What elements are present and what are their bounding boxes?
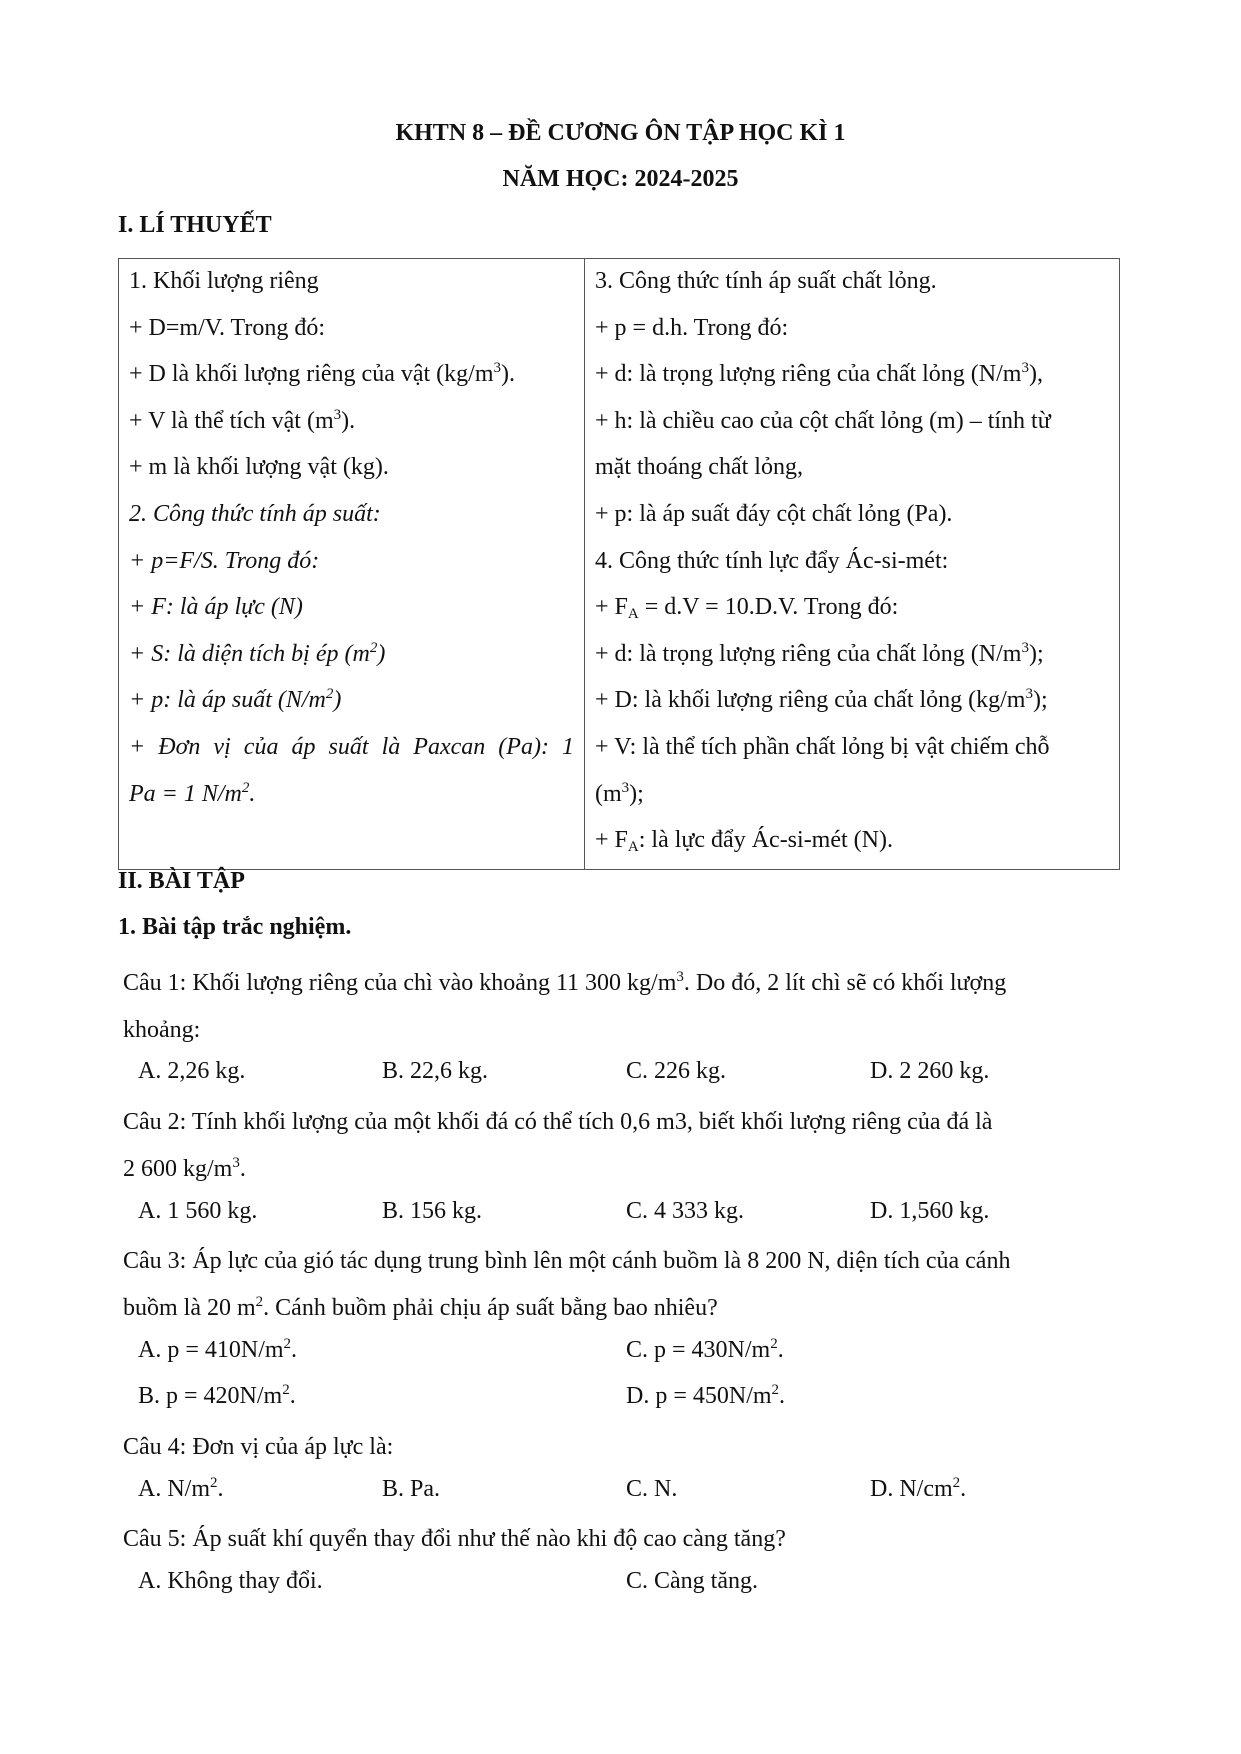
theory-line: + V là thể tích vật $(m^3)$. [129,406,356,434]
option-a: A. $p = 410N/m^2$. [138,1336,298,1363]
section-heading-exercises: II. BÀI TẬP [118,868,245,894]
option-d: D. 2 260 kg. [870,1058,990,1084]
theory-line: $(m^3)$; [595,779,644,807]
theory-line: 3. Công thức tính áp suất chất lỏng. [595,268,937,294]
question-text: Câu 5: Áp suất khí quyển thay đổi như thế nào khi độ cao càng tăng? [123,1526,786,1552]
option-b: B. $p = 420N/m^2$. [138,1382,296,1409]
theory-line: Pa = 1 $N/m^2$. [129,779,256,807]
question-text: 2 600 $kg/m^3$. [123,1154,246,1182]
question-2 [123,1099,1120,1192]
option-c: C. 226 kg. [626,1058,727,1084]
question-5 [123,1516,1120,1563]
question-1 [123,960,1120,1053]
option-d: D. $N/cm^2$. [870,1475,967,1502]
option-c: C. Càng tăng. [626,1568,758,1594]
theory-line: + D: là khối lượng riêng của chất lỏng $(kg/m^3)$; [595,686,1048,714]
option-b: B. Pa. [382,1476,441,1502]
option-c: C. 4 333 kg. [626,1198,745,1224]
theory-line: + D là khối lượng riêng của vật $(kg/m^3)$. [129,360,515,388]
theory-line: + Đơn vị của áp suất là Paxcan (Pa): 1 [129,733,574,760]
theory-line: + d: là trọng lượng riêng của chất lỏng $(N/m^3)$, [595,360,1043,388]
answer-options [138,1383,1118,1423]
theory-line: + V: là thể tích phần chất lỏng bị vật chiếm chỗ [595,733,1050,760]
answer-options [138,1198,1118,1238]
theory-line: + D=m/V. Trong đó: [129,314,326,341]
theory-line: + h: là chiều cao của cột chất lỏng (m) – tính từ [595,407,1051,434]
theory-line: + p = d.h. Trong đó: [595,314,789,341]
theory-line: 1. Khối lượng riêng [129,268,319,294]
theory-line: + $F_A$: là lực đẩy Ác-si-mét (N). [595,827,893,856]
question-3 [123,1238,1120,1331]
school-year: NĂM HỌC: 2024-2025 [502,166,739,192]
option-d: D. 1,560 kg. [870,1198,990,1224]
theory-table [118,258,1120,870]
document-title: KHTN 8 – ĐỀ CƯƠNG ÔN TẬP HỌC KÌ 1 [395,120,846,146]
theory-line: + F: là áp lực (N) [129,594,303,621]
option-a: A. $N/m^2$. [138,1475,224,1502]
sub-heading-multiple-choice: 1. Bài tập trắc nghiệm. [118,914,352,940]
theory-line: + d: là trọng lượng riêng của chất lỏng $(N/m^3)$; [595,639,1044,667]
question-text: Câu 1: Khối lượng riêng của chì vào khoảng 11 300 $kg/m^3$. Do đó, 2 lít chì sẽ có khối lượng [123,969,1007,996]
theory-line: 2. Công thức tính áp suất: [129,500,381,527]
answer-options [138,1568,1118,1608]
section-heading-theory: I. LÍ THUYẾT [118,212,272,238]
theory-right-column [585,259,1120,870]
answer-options [138,1337,1118,1377]
option-d: D. $p = 450N/m^2$. [626,1382,786,1409]
theory-line: + p=F/S. Trong đó: [129,547,320,574]
theory-line: + $F_A = d.V = 10.D.V$. Trong đó: [595,594,899,623]
theory-line: + p: là áp suất $(N/m^2)$ [129,686,342,714]
question-text: Câu 4: Đơn vị của áp lực là: [123,1434,394,1460]
answer-options [138,1476,1118,1516]
theory-left-column [119,259,585,870]
question-4 [123,1424,1120,1471]
question-text: Câu 3: Áp lực của gió tác dụng trung bình lên một cánh buồm là 8 200 N, diện tích của cánh [123,1248,1011,1274]
theory-line: + m là khối lượng vật (kg). [129,454,389,481]
option-a: A. 1 560 kg. [138,1198,258,1224]
option-c: C. N. [626,1476,678,1502]
question-text: khoảng: [123,1016,201,1043]
answer-options [138,1058,1118,1098]
theory-line: + S: là diện tích bị ép $(m^2)$ [129,639,386,667]
question-text: Câu 2: Tính khối lượng của một khối đá có thể tích 0,6 m3, biết khối lượng riêng của đá là [123,1109,993,1135]
question-text: buồm là 20 $m^2$. Cánh buồm phải chịu áp suất bằng bao nhiêu? [123,1293,718,1321]
option-c: C. $p = 430N/m^2$. [626,1336,784,1363]
theory-line: mặt thoáng chất lỏng, [595,454,803,481]
theory-line: + p: là áp suất đáy cột chất lỏng (Pa). [595,500,953,527]
theory-line: 4. Công thức tính lực đẩy Ác-si-mét: [595,547,949,574]
option-a: A. 2,26 kg. [138,1058,246,1084]
option-b: B. 22,6 kg. [382,1058,489,1084]
option-a: A. Không thay đổi. [138,1568,323,1594]
option-b: B. 156 kg. [382,1198,483,1224]
